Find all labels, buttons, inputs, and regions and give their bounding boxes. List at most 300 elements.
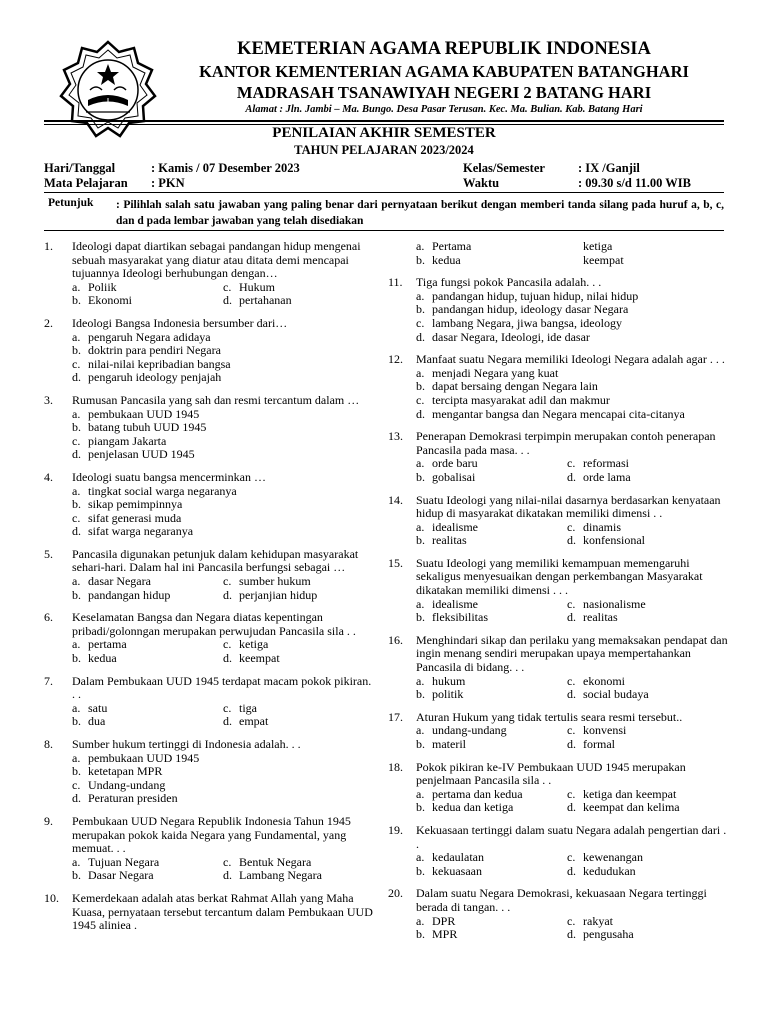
answer-option[interactable] xyxy=(567,788,728,802)
option-text: reformasi xyxy=(583,456,629,471)
question-text: Ideologi suatu bangsa mencerminkan … xyxy=(72,469,266,484)
option-letter: c. xyxy=(223,574,232,589)
options-grid xyxy=(72,281,374,308)
option-letter: a. xyxy=(416,365,425,380)
question-3 xyxy=(44,394,374,462)
option-letter: b. xyxy=(416,379,425,394)
answer-option[interactable] xyxy=(72,448,374,462)
options-list xyxy=(72,408,374,462)
question-11 xyxy=(388,276,728,344)
question-4 xyxy=(44,471,374,539)
option-letter: c. xyxy=(567,786,576,801)
option-text: Dasar Negara xyxy=(88,868,154,883)
option-text: idealisme xyxy=(432,519,478,534)
option-letter: c. xyxy=(72,777,81,792)
option-text: pengusaha xyxy=(583,927,634,942)
option-letter: d. xyxy=(223,293,232,308)
question-number: 14. xyxy=(388,492,403,507)
options-grid xyxy=(72,575,374,602)
option-letter: a. xyxy=(416,596,425,611)
option-text: pengaruh Negara adidaya xyxy=(88,329,211,344)
answer-option[interactable] xyxy=(567,471,728,485)
class-value: : IX /Ganjil xyxy=(578,161,640,175)
option-letter: c. xyxy=(72,356,81,371)
option-text: pandangan hidup, tujuan hidup, nilai hidup xyxy=(432,288,639,303)
answer-option[interactable] xyxy=(72,856,223,870)
questions-left-column xyxy=(44,240,374,942)
answer-option[interactable] xyxy=(72,779,374,793)
option-letter: c. xyxy=(72,510,81,525)
option-text: ketiga dan keempat xyxy=(583,786,677,801)
question-number: 13. xyxy=(388,429,403,444)
option-text: Lambang Negara xyxy=(239,868,322,883)
option-letter: a. xyxy=(416,239,425,253)
option-letter xyxy=(567,254,583,268)
answer-option[interactable] xyxy=(72,371,374,385)
exam-subtitle: TAHUN PELAJARAN 2023/2024 xyxy=(294,143,474,157)
option-text: realitas xyxy=(583,610,618,625)
option-letter: b. xyxy=(72,868,81,883)
answer-option[interactable] xyxy=(567,534,728,548)
question-20 xyxy=(388,887,728,941)
options-grid xyxy=(416,724,728,751)
option-text: materil xyxy=(432,737,466,751)
option-letter: b. xyxy=(416,610,425,625)
option-text: keempat xyxy=(239,651,280,666)
options-grid xyxy=(416,521,728,548)
answer-option[interactable] xyxy=(72,525,374,539)
answer-option[interactable] xyxy=(416,928,567,942)
question-text: Pokok pikiran ke-IV Pembukaan UUD 1945 merupakan penjelmaan Pancasila sila . . xyxy=(416,759,686,788)
question-text: Penerapan Demokrasi terpimpin merupakan contoh penerapan Pancasila pada masa. . . xyxy=(416,429,716,457)
question-number: 15. xyxy=(388,555,403,570)
option-text: kewenangan xyxy=(583,850,643,865)
answer-option[interactable] xyxy=(72,498,374,512)
options-grid xyxy=(72,856,374,883)
question-10 xyxy=(44,892,374,933)
question-number: 5. xyxy=(44,546,53,561)
option-letter: d. xyxy=(416,406,425,421)
question-number: 7. xyxy=(44,673,53,688)
options-grid xyxy=(416,788,728,815)
option-text: ekonomi xyxy=(583,673,625,688)
exam-title: PENILAIAN AKHIR SEMESTER xyxy=(272,125,496,141)
option-text: sumber hukum xyxy=(239,574,311,589)
option-text: tercipta masyarakat adil dan makmur xyxy=(432,392,610,407)
answer-option[interactable] xyxy=(72,294,223,308)
question-text: Pancasila digunakan petunjuk dalam kehidupan masyarakat sehari-hari. Dalam hal ini Pancasila berfungsi sebagai … xyxy=(72,546,359,575)
option-letter: b. xyxy=(72,587,81,602)
option-letter: b. xyxy=(72,497,81,512)
answer-option[interactable] xyxy=(416,801,567,815)
option-text: lambang Negara, jiwa bangsa, ideology xyxy=(432,315,622,330)
question-16 xyxy=(388,634,728,702)
option-text: kedua xyxy=(88,651,117,666)
option-text: kedudukan xyxy=(583,863,636,878)
option-letter: c. xyxy=(567,456,576,471)
option-text: pandangan hidup, ideology dasar Negara xyxy=(432,302,629,317)
answer-option[interactable] xyxy=(416,394,728,408)
question-9 xyxy=(44,815,374,883)
answer-option[interactable] xyxy=(416,851,567,865)
option-text: orde baru xyxy=(432,456,478,471)
question-2 xyxy=(44,317,374,385)
answer-option[interactable] xyxy=(223,652,374,666)
answer-option[interactable] xyxy=(223,856,374,870)
question-text: Tiga fungsi pokok Pancasila adalah. . . xyxy=(416,275,602,290)
answer-option[interactable] xyxy=(223,575,374,589)
question-8 xyxy=(44,738,374,806)
option-letter: d. xyxy=(567,687,576,702)
question-text: Dalam Pembukaan UUD 1945 terdapat macam pokok pikiran. . . xyxy=(72,673,372,702)
answer-option[interactable] xyxy=(223,638,374,652)
answer-option[interactable] xyxy=(72,792,374,806)
options-list xyxy=(72,485,374,539)
day-value: : Kamis / 07 Desember 2023 xyxy=(151,161,300,175)
option-text: perjanjian hidup xyxy=(239,587,318,602)
subject-value: : PKN xyxy=(151,176,185,190)
option-letter: d. xyxy=(567,533,576,548)
question-text: Pembukaan UUD Negara Republik Indonesia Tahun 1945 merupakan pokok kaida Negara yang Fundamental, yang memuat. . . xyxy=(72,813,351,856)
options-grid xyxy=(72,702,374,729)
question-5 xyxy=(44,548,374,602)
question-text: Kekuasaan tertinggi dalam suatu Negara adalah pengertian dari . . xyxy=(416,822,727,851)
option-text: Undang-undang xyxy=(88,777,166,792)
option-text: sikap pemimpinnya xyxy=(88,497,183,512)
option-text: Tujuan Negara xyxy=(88,854,160,869)
option-letter: a. xyxy=(72,483,81,498)
answer-option[interactable] xyxy=(72,652,223,666)
option-text: empat xyxy=(239,714,269,729)
instruction-label: Petunjuk xyxy=(48,197,94,209)
answer-option[interactable] xyxy=(416,367,728,381)
option-letter: a. xyxy=(72,750,81,765)
option-letter: c. xyxy=(416,392,425,407)
question-number: 1. xyxy=(44,239,53,253)
answer-option[interactable] xyxy=(72,512,374,526)
question-text: Manfaat suatu Negara memiliki Ideologi Negara adalah agar . . . xyxy=(416,352,725,367)
answer-option[interactable] xyxy=(72,344,374,358)
option-letter: b. xyxy=(72,420,81,435)
option-text: kedaulatan xyxy=(432,850,484,865)
option-text: dasar Negara xyxy=(88,574,151,589)
answer-option[interactable] xyxy=(72,702,223,716)
option-letter: a. xyxy=(72,574,81,589)
answer-option[interactable] xyxy=(416,688,567,702)
answer-option[interactable] xyxy=(416,408,728,422)
question-1 xyxy=(44,240,374,308)
answer-option[interactable] xyxy=(72,575,223,589)
answer-option[interactable] xyxy=(72,869,223,883)
option-letter: a. xyxy=(72,279,81,294)
option-text: dinamis xyxy=(583,519,621,534)
option-letter: a. xyxy=(416,786,425,801)
option-text: kedua dan ketiga xyxy=(432,800,514,815)
subject-label: Mata Pelajaran xyxy=(44,176,128,190)
option-letter: d. xyxy=(567,610,576,625)
option-letter: d. xyxy=(567,863,576,878)
question-text: Suatu Ideologi yang memiliki kemampuan memengaruhi sekaligus menyesuaikan dengan perkembangan Masyarakat dikatakan memiliki dimensi . . . xyxy=(416,555,703,598)
header-school: MADRASAH TSANAWIYAH NEGERI 2 BATANG HARI xyxy=(236,83,652,102)
option-letter: b. xyxy=(72,714,81,729)
option-text: dua xyxy=(88,714,106,729)
answer-option[interactable] xyxy=(567,801,728,815)
question-number: 17. xyxy=(388,709,403,724)
option-text: Bentuk Negara xyxy=(239,854,312,869)
question-text: Keselamatan Bangsa dan Negara diatas kepentingan pribadi/golonngan merupakan perwujudan Pancasila sila . . xyxy=(72,610,356,638)
answer-option[interactable] xyxy=(223,869,374,883)
option-letter: b. xyxy=(416,302,425,317)
option-letter: a. xyxy=(416,456,425,471)
question-15 xyxy=(388,557,728,625)
option-text: konvensi xyxy=(583,723,627,738)
answer-option[interactable] xyxy=(72,485,374,499)
answer-option[interactable] xyxy=(416,457,567,471)
options-grid xyxy=(416,598,728,625)
answer-option[interactable] xyxy=(72,589,223,603)
header-address: Alamat : Jln. Jambi – Ma. Bungo. Desa Pasar Terusan. Kec. Ma. Bulian. Kab. Batang Hari xyxy=(245,104,643,115)
question-text: Ideologi dapat diartikan sebagai pandangan hidup mengenai sebuah masyarakat yang diatur atau ditata demi mencapai tujuannya Ideologi berhubungan dengan… xyxy=(72,239,361,281)
option-letter: d. xyxy=(567,927,576,942)
option-text: realitas xyxy=(432,533,467,548)
instruction-divider-top xyxy=(44,192,724,193)
option-text: gobalisai xyxy=(432,469,476,484)
option-letter: d. xyxy=(223,714,232,729)
option-letter: c. xyxy=(567,519,576,534)
question-number: 20. xyxy=(388,886,403,901)
question-18 xyxy=(388,761,728,815)
option-text: sifat generasi muda xyxy=(88,510,182,525)
answer-option[interactable] xyxy=(416,598,567,612)
option-text: pandangan hidup xyxy=(88,587,171,602)
answer-option[interactable] xyxy=(416,331,728,345)
option-letter: a. xyxy=(72,329,81,344)
answer-option[interactable] xyxy=(416,724,567,738)
answer-option[interactable] xyxy=(416,675,567,689)
option-text: Pertama xyxy=(432,239,472,253)
instruction-text: : Pilihlah salah satu jawaban yang paling benar dari pernyataan berikut dengan memberi tanda silang pada huruf a, b, c, dan d pada lembar jawaban yang telah disediakan xyxy=(116,199,724,227)
question-number: 3. xyxy=(44,392,53,407)
option-text: nilai-nilai kepribadian bangsa xyxy=(88,356,231,371)
option-text: politik xyxy=(432,687,464,702)
option-text: Ekonomi xyxy=(88,293,132,308)
option-letter: c. xyxy=(223,637,232,652)
options-grid xyxy=(416,851,728,878)
option-text: rakyat xyxy=(583,913,613,928)
option-text: nasionalisme xyxy=(583,596,646,611)
option-text: pertahanan xyxy=(239,293,292,308)
option-text: orde lama xyxy=(583,469,631,484)
answer-option[interactable] xyxy=(416,317,728,331)
question-14 xyxy=(388,494,728,548)
option-text: Poliik xyxy=(88,279,117,294)
option-letter: a. xyxy=(416,519,425,534)
question-text: Aturan Hukum yang tidak tertulis seara resmi tersebut.. xyxy=(416,709,683,724)
answer-option[interactable] xyxy=(416,865,567,879)
option-text: pembukaan UUD 1945 xyxy=(88,750,200,765)
answer-option[interactable] xyxy=(72,421,374,435)
answer-option[interactable] xyxy=(567,724,728,738)
class-label: Kelas/Semester xyxy=(463,161,545,175)
question-17 xyxy=(388,711,728,752)
option-text: satu xyxy=(88,700,108,715)
answer-option[interactable] xyxy=(567,928,728,942)
answer-option[interactable] xyxy=(416,738,567,752)
option-letter: d. xyxy=(72,447,81,462)
question-10-options-continued xyxy=(388,240,728,267)
question-7 xyxy=(44,675,374,729)
answer-option[interactable] xyxy=(72,408,374,422)
answer-option[interactable] xyxy=(223,715,374,729)
answer-option[interactable] xyxy=(567,915,728,929)
option-letter: b. xyxy=(416,533,425,548)
option-letter: b. xyxy=(72,293,81,308)
option-letter: c. xyxy=(223,279,232,294)
option-letter: d. xyxy=(567,737,576,751)
question-number: 10. xyxy=(44,890,59,905)
option-letter: c. xyxy=(567,596,576,611)
answer-option[interactable] xyxy=(567,457,728,471)
option-letter: c. xyxy=(223,700,232,715)
option-letter: c. xyxy=(416,315,425,330)
option-letter: b. xyxy=(72,651,81,666)
option-letter: c. xyxy=(567,850,576,865)
option-text: DPR xyxy=(432,913,456,928)
option-letter: b. xyxy=(416,469,425,484)
option-text: pertama dan kedua xyxy=(432,786,523,801)
day-label: Hari/Tanggal xyxy=(44,161,116,175)
answer-option[interactable] xyxy=(416,788,567,802)
option-letter: b. xyxy=(416,863,425,878)
answer-option[interactable] xyxy=(416,254,567,268)
answer-option[interactable] xyxy=(416,380,728,394)
answer-option[interactable] xyxy=(416,290,728,304)
answer-option[interactable] xyxy=(416,611,567,625)
option-text: kekuasaan xyxy=(432,863,482,878)
question-number: 11. xyxy=(388,275,403,290)
option-text: piangam Jakarta xyxy=(88,433,167,448)
answer-option[interactable] xyxy=(567,688,728,702)
question-number: 6. xyxy=(44,610,53,625)
answer-option[interactable] xyxy=(567,851,728,865)
answer-option[interactable] xyxy=(567,240,728,254)
option-text: doktrin para pendiri Negara xyxy=(88,343,221,358)
option-text: ketiga xyxy=(583,239,613,253)
answer-option[interactable] xyxy=(416,471,567,485)
option-letter: a. xyxy=(72,637,81,652)
question-text: Ideologi Bangsa Indonesia bersumber dari… xyxy=(72,315,288,330)
option-letter: b. xyxy=(416,252,425,267)
answer-option[interactable] xyxy=(416,303,728,317)
options-grid xyxy=(72,638,374,665)
answer-option[interactable] xyxy=(223,702,374,716)
answer-option[interactable] xyxy=(223,281,374,295)
answer-option[interactable] xyxy=(567,738,728,752)
options-list xyxy=(72,331,374,385)
option-text: tiga xyxy=(239,700,257,715)
time-label: Waktu xyxy=(463,176,500,190)
option-text: social budaya xyxy=(583,687,649,702)
question-text: Sumber hukum tertinggi di Indonesia adalah. . . xyxy=(72,737,301,751)
answer-option[interactable] xyxy=(72,715,223,729)
answer-option[interactable] xyxy=(72,331,374,345)
answer-option[interactable] xyxy=(567,675,728,689)
option-text: hukum xyxy=(432,673,466,688)
option-text: mengantar bangsa dan Negara mencapai cita-citanya xyxy=(432,406,685,421)
option-text: Hukum xyxy=(239,279,275,294)
answer-option[interactable] xyxy=(416,534,567,548)
header-divider-thick xyxy=(44,120,724,122)
option-letter: a. xyxy=(416,850,425,865)
answer-option[interactable] xyxy=(72,765,374,779)
answer-option[interactable] xyxy=(72,358,374,372)
option-letter: b. xyxy=(416,927,425,942)
question-number: 9. xyxy=(44,813,53,828)
option-text: menjadi Negara yang kuat xyxy=(432,365,559,380)
answer-option[interactable] xyxy=(72,435,374,449)
option-letter: a. xyxy=(416,913,425,928)
option-letter: b. xyxy=(416,737,425,751)
answer-option[interactable] xyxy=(567,254,728,268)
option-letter: d. xyxy=(223,651,232,666)
answer-option[interactable] xyxy=(72,752,374,766)
option-text: idealisme xyxy=(432,596,478,611)
answer-option[interactable] xyxy=(72,281,223,295)
options-list xyxy=(416,290,728,344)
option-text: undang-undang xyxy=(432,723,507,738)
question-number: 19. xyxy=(388,822,403,837)
options-grid xyxy=(416,675,728,702)
instruction-divider-bottom xyxy=(44,230,724,231)
question-13 xyxy=(388,430,728,484)
option-text: formal xyxy=(583,737,615,751)
question-number: 18. xyxy=(388,759,403,774)
options-grid xyxy=(416,240,728,267)
answer-option[interactable] xyxy=(416,521,567,535)
option-letter: b. xyxy=(416,687,425,702)
time-value: : 09.30 s/d 11.00 WIB xyxy=(578,176,691,190)
answer-option[interactable] xyxy=(567,611,728,625)
answer-option[interactable] xyxy=(72,638,223,652)
option-text: Peraturan presiden xyxy=(88,791,178,806)
question-text: Rumusan Pancasila yang sah dan resmi tercantum dalam … xyxy=(72,392,360,407)
question-number: 4. xyxy=(44,469,53,484)
option-text: keempat dan kelima xyxy=(583,800,680,815)
question-number: 8. xyxy=(44,737,53,751)
option-text: kedua xyxy=(432,252,461,267)
answer-option[interactable] xyxy=(223,294,374,308)
answer-option[interactable] xyxy=(223,589,374,603)
option-letter: a. xyxy=(72,700,81,715)
answer-option[interactable] xyxy=(567,865,728,879)
options-list xyxy=(416,367,728,421)
option-text: pembukaan UUD 1945 xyxy=(88,406,200,421)
options-list xyxy=(72,752,374,806)
header-office: KANTOR KEMENTERIAN AGAMA KABUPATEN BATANGHARI xyxy=(199,62,689,81)
option-text: ketetapan MPR xyxy=(88,764,163,779)
options-grid xyxy=(416,457,728,484)
option-letter: d. xyxy=(567,469,576,484)
answer-option[interactable] xyxy=(567,598,728,612)
option-letter: a. xyxy=(416,673,425,688)
answer-option[interactable] xyxy=(416,240,567,254)
question-number: 16. xyxy=(388,632,403,647)
answer-option[interactable] xyxy=(567,521,728,535)
option-text: ketiga xyxy=(239,637,269,652)
option-letter: d. xyxy=(567,800,576,815)
option-text: dasar Negara, Ideologi, ide dasar xyxy=(432,329,590,344)
answer-option[interactable] xyxy=(416,915,567,929)
